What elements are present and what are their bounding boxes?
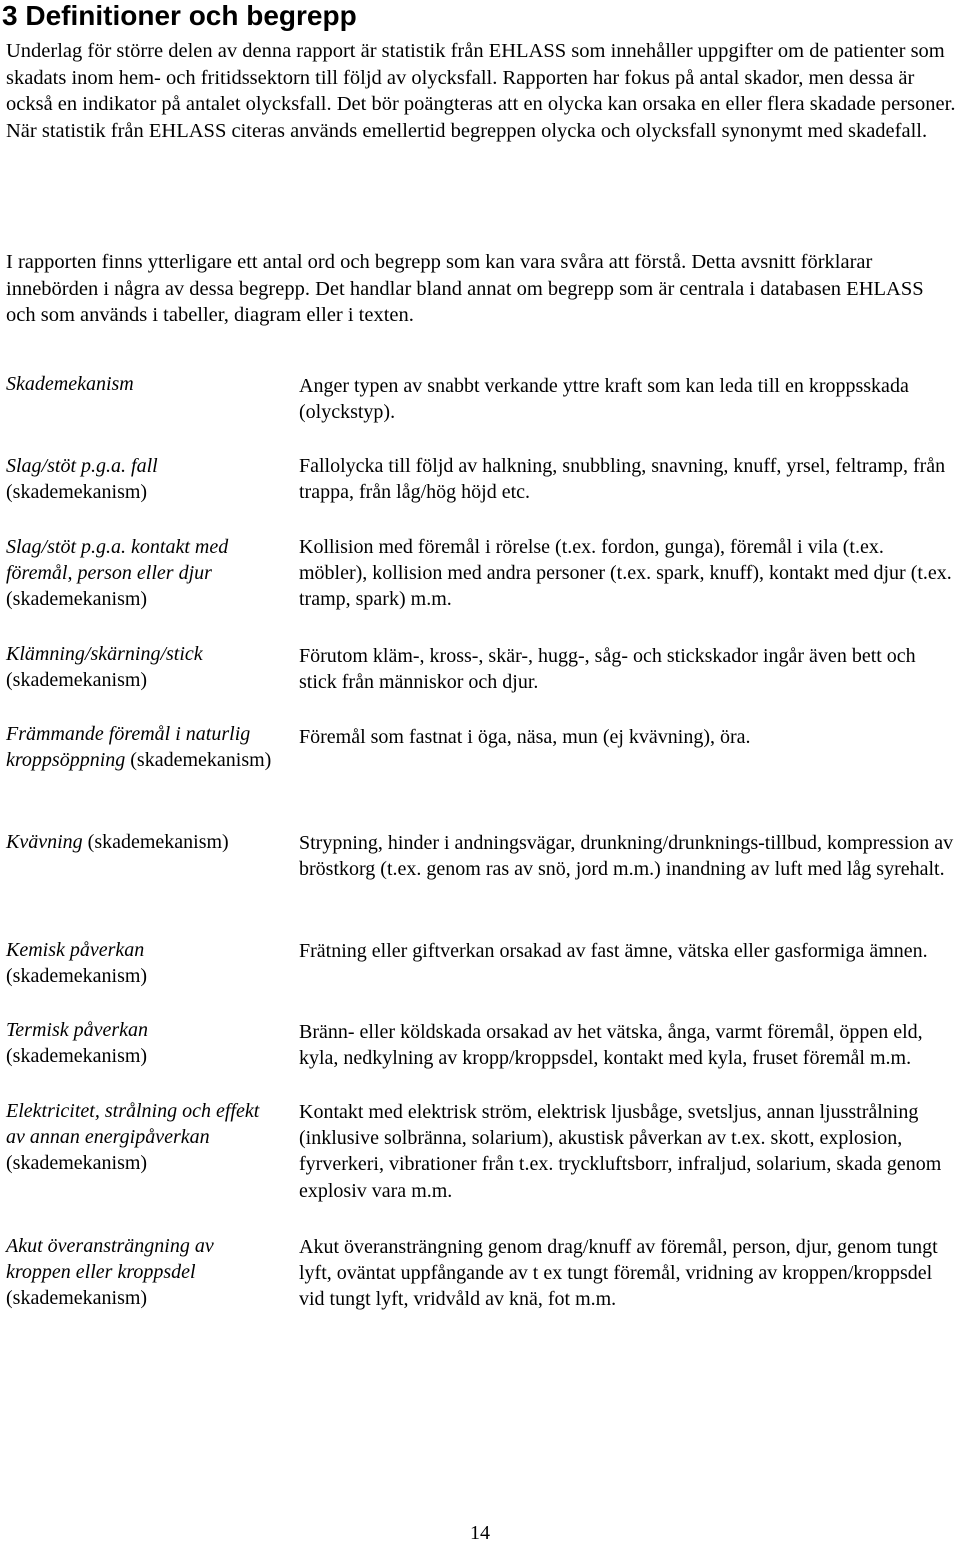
term-kvavning: Kvävning (skademekanism): [6, 831, 229, 853]
term-termisk-paverkan: Termisk påverkan (skademekanism): [6, 1019, 149, 1068]
term-slag-stot-kontakt: Slag/stöt p.g.a. kontakt med föremål, person eller djur (skademekanism): [6, 536, 229, 611]
term-elektricitet: Elektricitet, strålning och effekt av annan energipåverkan (skademekanism): [6, 1100, 260, 1175]
term-kemisk-paverkan: Kemisk påverkan (skademekanism): [6, 939, 148, 988]
definition-kvavning: Strypning, hinder i andningsvägar, drunkning/drunknings-tillbud, kompression av bröstkorg (t.ex. genom ras av snö, jord m.m.) inandning av luft med låg syrehalt.: [299, 832, 954, 881]
section-heading: 3 Definitioner och begrepp: [2, 0, 357, 31]
term-frammande-foremal: Främmande föremål i naturlig kroppsöppning (skademekanism): [6, 723, 272, 772]
term-akut-overanstrangning: Akut överansträngning av kroppen eller kroppsdel (skademekanism): [6, 1235, 214, 1310]
definition-termisk-paverkan: Bränn- eller köldskada orsakad av het vätska, ånga, varmt föremål, öppen eld, kyla, nedkylning av kropp/kroppsdel, kontakt med kyla, fruset föremål m.m.: [299, 1021, 923, 1070]
definition-akut-overanstrangning: Akut överansträngning genom drag/knuff av föremål, person, djur, genom tungt lyft, oväntat uppfångande av t ex tungt föremål, vridning av kroppen/kroppsdel vid tungt lyft, vridvåld av knä, fot m.m.: [299, 1236, 938, 1311]
definition-skademekanism: Anger typen av snabbt verkande yttre kraft som kan leda till en kroppsskada (olyckstyp).: [299, 375, 909, 424]
term-skademekanism: Skademekanism: [6, 373, 134, 395]
definition-kemisk-paverkan: Frätning eller giftverkan orsakad av fast ämne, vätska eller gasformiga ämnen.: [299, 940, 928, 962]
definition-frammande-foremal: Föremål som fastnat i öga, näsa, mun (ej kvävning), öra.: [299, 726, 751, 748]
definition-slag-stot-kontakt: Kollision med föremål i rörelse (t.ex. fordon, gunga), föremål i vila (t.ex. möbler), kollision med andra personer (t.ex. spark, knuff), kontakt med djur (t.ex. tramp, spark) m.m.: [299, 536, 952, 611]
definition-elektricitet: Kontakt med elektrisk ström, elektrisk ljusbåge, svetsljus, annan ljusstrålning (inklusive solbränna, solarium), akustisk påverkan av t.ex. skott, explosion, fyrverkeri, vibrationer från t.ex. tryckluftsborr, infraljud, solarium, skada genom explosiv vara m.m.: [299, 1101, 942, 1202]
page-number: 14: [470, 1522, 490, 1544]
definition-slag-stot-fall: Fallolycka till följd av halkning, snubbling, snavning, knuff, yrsel, feltramp, från trappa, från låg/hög höjd etc.: [299, 455, 946, 504]
term-klamning: Klämning/skärning/stick (skademekanism): [6, 643, 203, 692]
definition-klamning: Förutom kläm-, kross-, skär-, hugg-, såg- och stickskador ingår även bett och stick från människor och djur.: [299, 645, 916, 694]
intro-paragraph: Underlag för större delen av denna rapport är statistik från EHLASS som innehåller uppgifter om de patienter som skadats inom hem- och fritidssektorn till följd av olycksfall. Rapporten har fokus på antal skador, men dessa är också en indikator på antalet olycksfall. Det bör poängteras att en olycka kan orsaka en eller flera skadade personer. När statistik från EHLASS citeras används emellertid begreppen olycka och olycksfall synonymt med skadefall.: [6, 40, 956, 142]
scope-paragraph: I rapporten finns ytterligare ett antal ord och begrepp som kan vara svåra att förstå. Detta avsnitt förklarar innebörden i några av dessa begrepp. Det handlar bland annat om begrepp som är centrala i databasen EHLASS och som används i tabeller, diagram eller i texten.: [6, 251, 924, 327]
term-slag-stot-fall: Slag/stöt p.g.a. fall (skademekanism): [6, 455, 158, 504]
